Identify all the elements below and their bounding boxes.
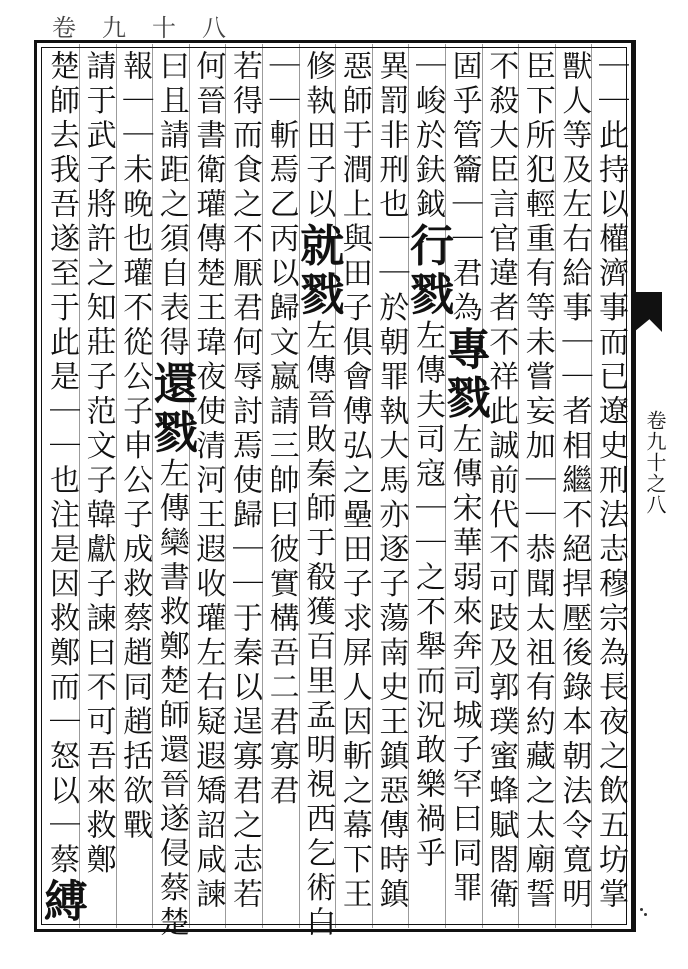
column-text: 左傳夫司寇｜｜之不舉而況敢樂禍乎 xyxy=(409,319,445,872)
headword: 還戮 xyxy=(145,360,197,458)
text-column xyxy=(145,50,197,941)
column-text: 何晉書衛瓘傳楚王瑋夜使清河王遐收瓘左右疑遐矯詔咸諫 xyxy=(190,50,226,913)
text-column xyxy=(189,50,226,920)
column-text: ｜峻於鈇鉞 xyxy=(409,50,445,223)
text-column xyxy=(438,50,490,920)
text-column xyxy=(401,50,453,920)
headword: 專戮 xyxy=(438,326,490,423)
column-rule xyxy=(79,44,80,928)
column-text: ｜｜斬焉 xyxy=(263,50,299,188)
column-rule xyxy=(225,44,226,928)
text-column xyxy=(35,50,87,927)
column-text: 臣下所犯輕重有等未嘗妄加｜｜恭聞太祖有約藏之太廟誓 xyxy=(519,50,555,913)
column-rule xyxy=(335,44,336,928)
column-text: 左傳欒書救鄭楚師還晉遂侵蔡楚 xyxy=(153,457,189,941)
page-marks xyxy=(640,908,650,918)
text-column xyxy=(225,50,262,920)
column-rule xyxy=(591,44,592,928)
volume-label: 卷九十之八 xyxy=(643,410,667,515)
column-text: 惡師于澗上與田子俱會傅弘之壘田子求屏人因斬之幕下王 xyxy=(336,50,372,913)
column-text: 報｜｜未晚也瓘不從 xyxy=(117,50,153,361)
text-column xyxy=(79,50,116,920)
text-column xyxy=(372,50,409,920)
column-text: 修執田子以 xyxy=(300,50,336,223)
column-rule xyxy=(408,44,409,928)
text-column xyxy=(292,50,344,941)
column-text: 公子申公子成救蔡趙同趙括欲戰 xyxy=(117,360,153,844)
text-column xyxy=(518,50,555,920)
column-text: 左傳宋華弱來奔司城子罕曰同罪 xyxy=(446,423,482,906)
column-text: 異罰非刑也｜｜於朝罪執大馬亦逐子蕩南史王鎮惡傳時鎮 xyxy=(373,50,409,913)
text-column xyxy=(335,50,372,920)
column-text: 楚師去我吾遂至于此是｜｜也注是因救鄭而｜怒以｜蔡 xyxy=(43,50,79,878)
column-rule xyxy=(518,44,519,928)
text-column xyxy=(591,50,628,920)
column-text: 請于武子將許之知莊子范文子韓獻子諫曰不可吾來救鄭 xyxy=(80,50,116,878)
column-text: 獸人等及左右給事｜｜者相繼不絕捍壓後錄本朝法令寬明 xyxy=(556,50,592,913)
headword: 就戮 xyxy=(292,222,344,320)
column-text: 不殺大臣言官違者不祥此誠前代不可跂及郭璞蜜蜂賦閤衛 xyxy=(483,50,519,913)
column-rule xyxy=(445,44,446,928)
column-text: ｜｜此持以權濟事而已遼史刑法志穆宗為長夜之飲五坊掌 xyxy=(592,50,628,913)
column-text: 曰且請距之須自表得 xyxy=(153,50,189,361)
column-text: 乙丙以歸文嬴請三帥曰彼實構吾二君寡君 xyxy=(263,188,299,809)
text-column xyxy=(116,50,153,920)
text-column xyxy=(482,50,519,920)
column-text: 左傳晉敗秦師于殽獲百里孟明視西乞術白 xyxy=(300,319,336,941)
column-rule xyxy=(262,44,263,928)
header-strip: 卷九十八 xyxy=(52,14,252,42)
headword: 縛 xyxy=(35,878,87,927)
column-text: 若得而食之不厭君何辱討焉使歸｜｜于秦以逞寡君之志若 xyxy=(226,50,262,913)
headword: 行戮 xyxy=(401,222,453,320)
column-rule xyxy=(152,44,153,928)
column-text: 固乎管籥｜｜君為 xyxy=(446,50,482,326)
text-column xyxy=(555,50,592,920)
text-column xyxy=(262,50,299,920)
